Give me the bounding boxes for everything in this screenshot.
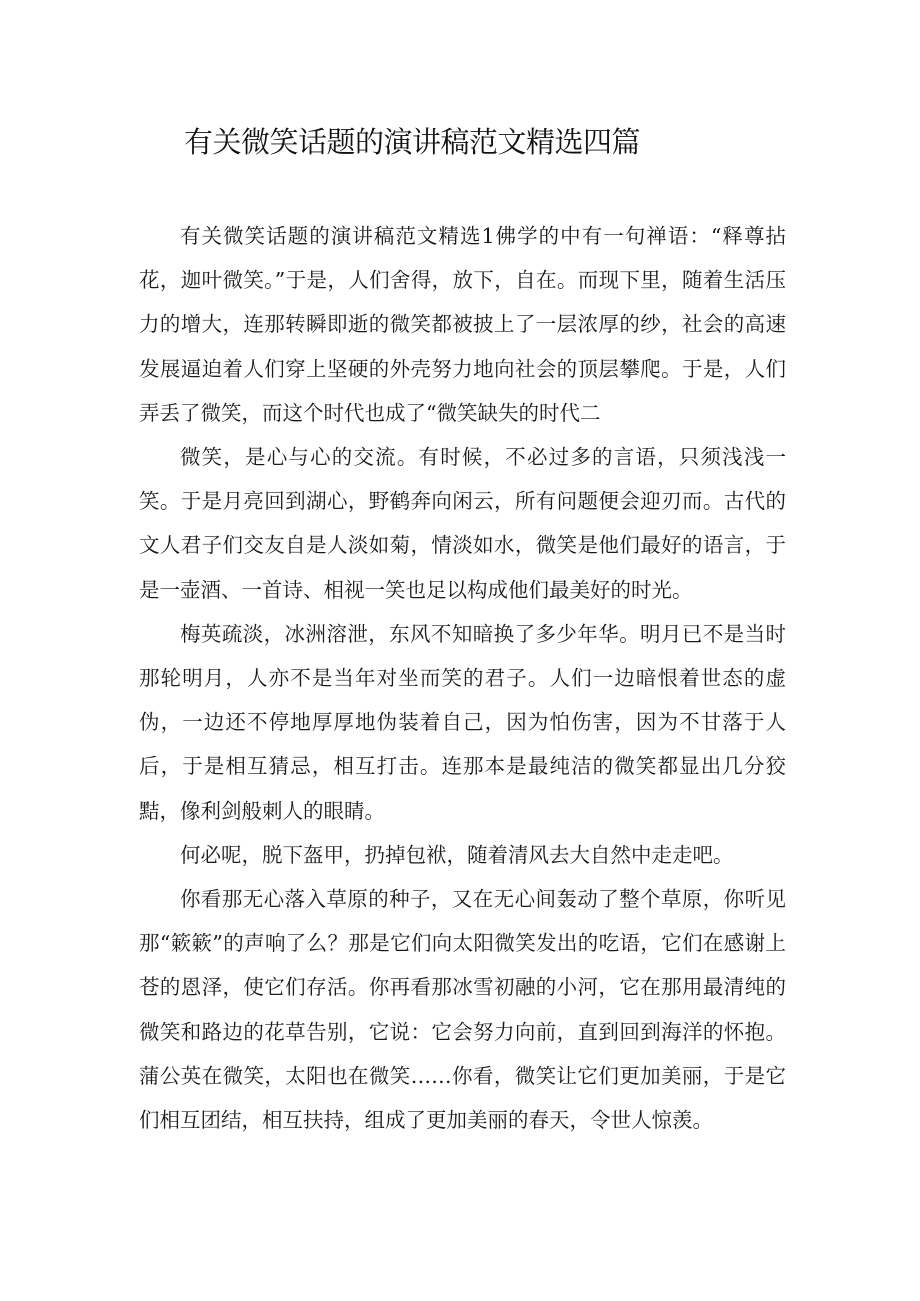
paragraph-4: 何必呢，脱下盔甲，扔掉包袱，随着清风去大自然中走走吧。 — [180, 842, 734, 867]
paragraph-5: 你看那无心落入草原的种子，又在无心间轰动了整个草原，你听见那“簌簌”的声响了么？那是它们向太阳微笑发出的吃语，它们在感谢上苍的恩泽，使它们存活。你再看那冰雪初融的小河，它在那用最清纯的微笑和路边的花草告别，它说：它会努力向前，直到回到海洋的怀抱。蒲公英在微笑，太阳也在微笑……你看，微笑让它们更加美丽，于是它们相互团结，相互扶持，组成了更加美丽的春天，令世人惊羡。 — [139, 887, 786, 1133]
paragraph-3: 梅英疏淡，冰洲溶泄，东风不知暗换了多少年华。明月已不是当时那轮明月，人亦不是当年对坐而笑的君子。人们一边暗恨着世态的虚伪，一边还不停地厚厚地伪装着自己，因为怕伤害，因为不甘落于人后，于是相互猜忌，相互打击。连那本是最纯洁的微笑都显出几分狡黠，像利剑般刺人的眼睛。 — [139, 621, 786, 823]
paragraph-2: 微笑，是心与心的交流。有时候，不必过多的言语，只须浅浅一笑。于是月亮回到湖心，野鹤奔向闲云，所有问题便会迎刃而。古代的文人君子们交友自是人淡如菊，情淡如水，微笑是他们最好的语言，于是一壶酒、一首诗、相视一笑也足以构成他们最美好的时光。 — [139, 445, 786, 602]
paragraph-1: 有关微笑话题的演讲稿范文精选1佛学的中有一句禅语：“释尊拈花，迦叶微笑。”于是，人们舍得，放下，自在。而现下里，随着生活压力的增大，连那转瞬即逝的微笑都被披上了一层浓厚的纱，社会的高速发展逼迫着人们穿上坚硬的外壳努力地向社会的顶层攀爬。于是，人们弄丢了微笑，而这个时代也成了“微笑缺失的时代二 — [139, 224, 786, 425]
document-title: 有关微笑话题的演讲稿范文精选四篇 — [184, 125, 641, 159]
document-body — [139, 214, 786, 1142]
